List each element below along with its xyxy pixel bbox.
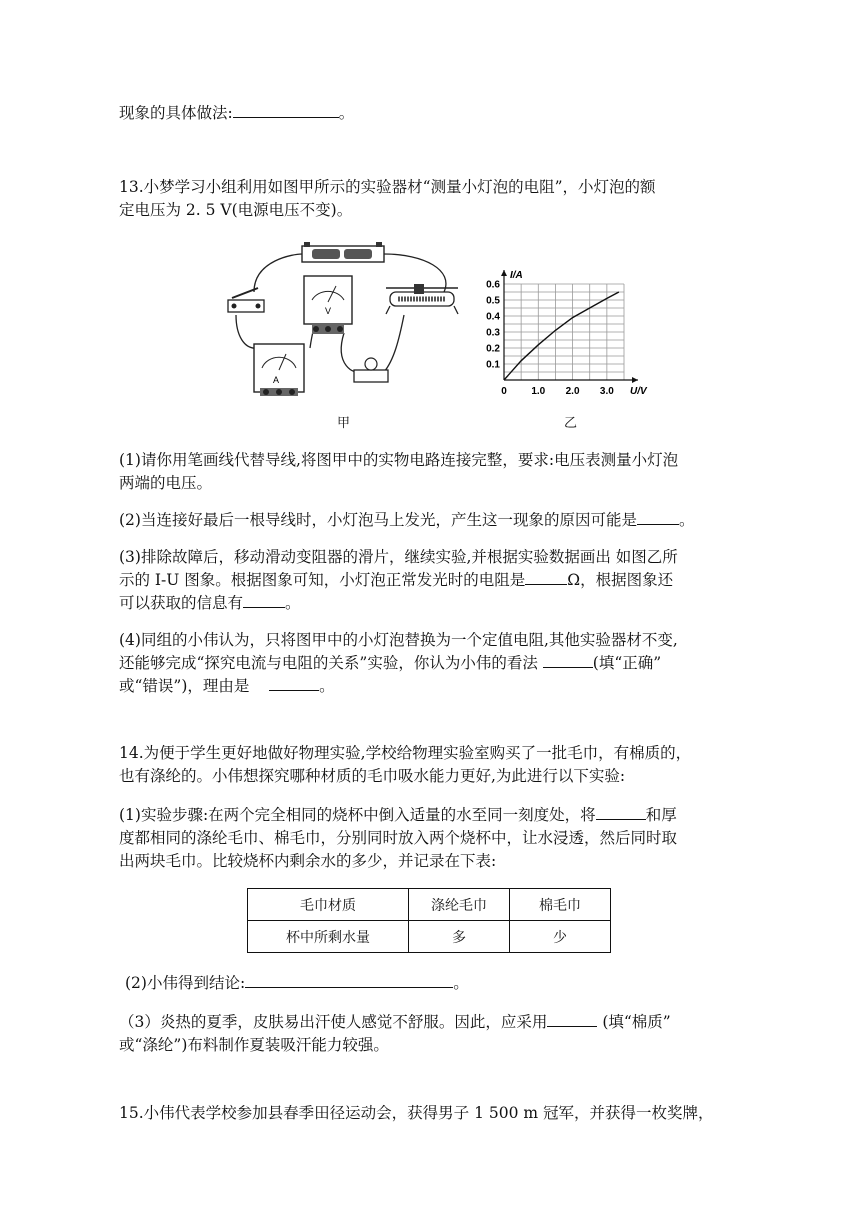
y-tick-label: 0.1 — [486, 359, 500, 371]
svg-text:A: A — [272, 375, 280, 385]
answer-blank[interactable] — [547, 1012, 597, 1027]
table-row — [248, 921, 611, 953]
answer-blank[interactable] — [637, 510, 679, 525]
table-cell: 多 — [409, 921, 510, 953]
answer-blank[interactable] — [525, 570, 567, 585]
question-text: 定电压为 2. 5 V(电源电压不变)。 — [119, 201, 353, 219]
answer-blank[interactable] — [233, 103, 339, 118]
table-row — [248, 889, 611, 921]
table-cell: 杯中所剩水量 — [248, 921, 409, 953]
question-13 — [119, 176, 741, 222]
table-cell: 涤纶毛巾 — [409, 889, 510, 921]
svg-text:V: V — [324, 306, 332, 316]
question-13-part-2: (2)当连接好最后一根导线时，小灯泡马上发光，产生这一现象的原因可能是 。 — [119, 511, 695, 529]
battery-icon — [302, 242, 384, 262]
y-tick-label: 0.4 — [486, 311, 500, 323]
rheostat-icon — [386, 284, 458, 314]
iu-chart — [480, 260, 660, 405]
y-tick-label: 0.6 — [486, 279, 500, 291]
lamp-icon — [354, 358, 388, 382]
towel-table — [247, 888, 611, 953]
circuit-figure — [214, 240, 474, 405]
question-13-part-3: (3)排除故障后，移动滑动变阻器的滑片，继续实验,并根据实验数据画出 如图乙所 示的 I-U 图象。根据图象可知，小灯泡正常发光时的电阻是 Ω，根据图象还 可以获取的信息有 。 — [119, 548, 678, 612]
figure-caption-jia: 甲 — [337, 416, 351, 431]
x-tick-label: 1.0 — [531, 386, 546, 397]
figure-caption-yi: 乙 — [564, 416, 578, 431]
answer-blank[interactable] — [596, 805, 646, 820]
table-cell: 棉毛巾 — [510, 889, 611, 921]
question-13-part-1: (1)请你用笔画线代替导线,将图甲中的实物电路连接完整，要求:电压表测量小灯泡 两端的电压。 — [119, 451, 679, 492]
x-tick-label: 0 — [501, 386, 507, 397]
table-cell: 毛巾材质 — [248, 889, 409, 921]
y-tick-label: 0.3 — [486, 327, 500, 339]
table-cell: 少 — [510, 921, 611, 953]
question-15: 15.小伟代表学校参加县春季田径运动会，获得男子 1 500 m 冠军，并获得一枚奖牌， — [119, 1104, 714, 1122]
answer-blank[interactable] — [269, 676, 319, 691]
x-tick-label: 3.0 — [599, 386, 614, 397]
switch-icon — [228, 288, 264, 312]
y-axis-arrow — [501, 270, 507, 276]
text-line: 现象的具体做法: 。 — [119, 104, 355, 122]
question-14-part-3: （3）炎热的夏季，皮肤易出汗使人感觉不舒服。因此，应采用 (填“棉质” 或“涤纶”)布料制作夏装吸汗能力较强。 — [119, 1013, 671, 1054]
answer-blank[interactable] — [543, 653, 593, 668]
x-axis-label: U/V — [630, 386, 647, 397]
y-tick-label: 0.2 — [486, 343, 500, 355]
answer-blank[interactable] — [243, 593, 285, 608]
question-14-part-1: (1)实验步骤:在两个完全相同的烧杯中倒入适量的水至同一刻度处，将 和厚 度都相同的涤纶毛巾、棉毛巾，分别同时放入两个烧杯中，让水浸透，然后同时取 出两块毛巾。比较烧杯内剩余水的多少，并记录在下表: — [119, 806, 678, 870]
y-axis-label: I/A — [510, 270, 523, 281]
question-14: 14.为便于学生更好地做好物理实验,学校给物理实验室购买了一批毛巾，有棉质的， 也有涤纶的。小伟想探究哪种材质的毛巾吸水能力更好,为此进行以下实验: — [119, 744, 692, 785]
y-tick-label: 0.5 — [486, 295, 500, 307]
voltmeter-icon — [304, 276, 352, 334]
answer-blank[interactable] — [245, 973, 453, 988]
question-13-part-4: (4)同组的小伟认为，只将图甲中的小灯泡替换为一个定值电阻,其他实验器材不变, 还能够完成“探究电流与电阻的关系”实验，你认为小伟的看法 (填“正确” 或“错误”)，理由是 。 — [119, 631, 678, 695]
x-tick-label: 2.0 — [565, 386, 580, 397]
question-text: 13.小梦学习小组利用如图甲所示的实验器材“测量小灯泡的电阻”，小灯泡的额 — [119, 178, 656, 196]
x-axis-arrow — [632, 377, 638, 383]
question-14-part-2: (2)小伟得到结论: 。 — [125, 974, 469, 992]
ammeter-icon — [254, 344, 304, 396]
